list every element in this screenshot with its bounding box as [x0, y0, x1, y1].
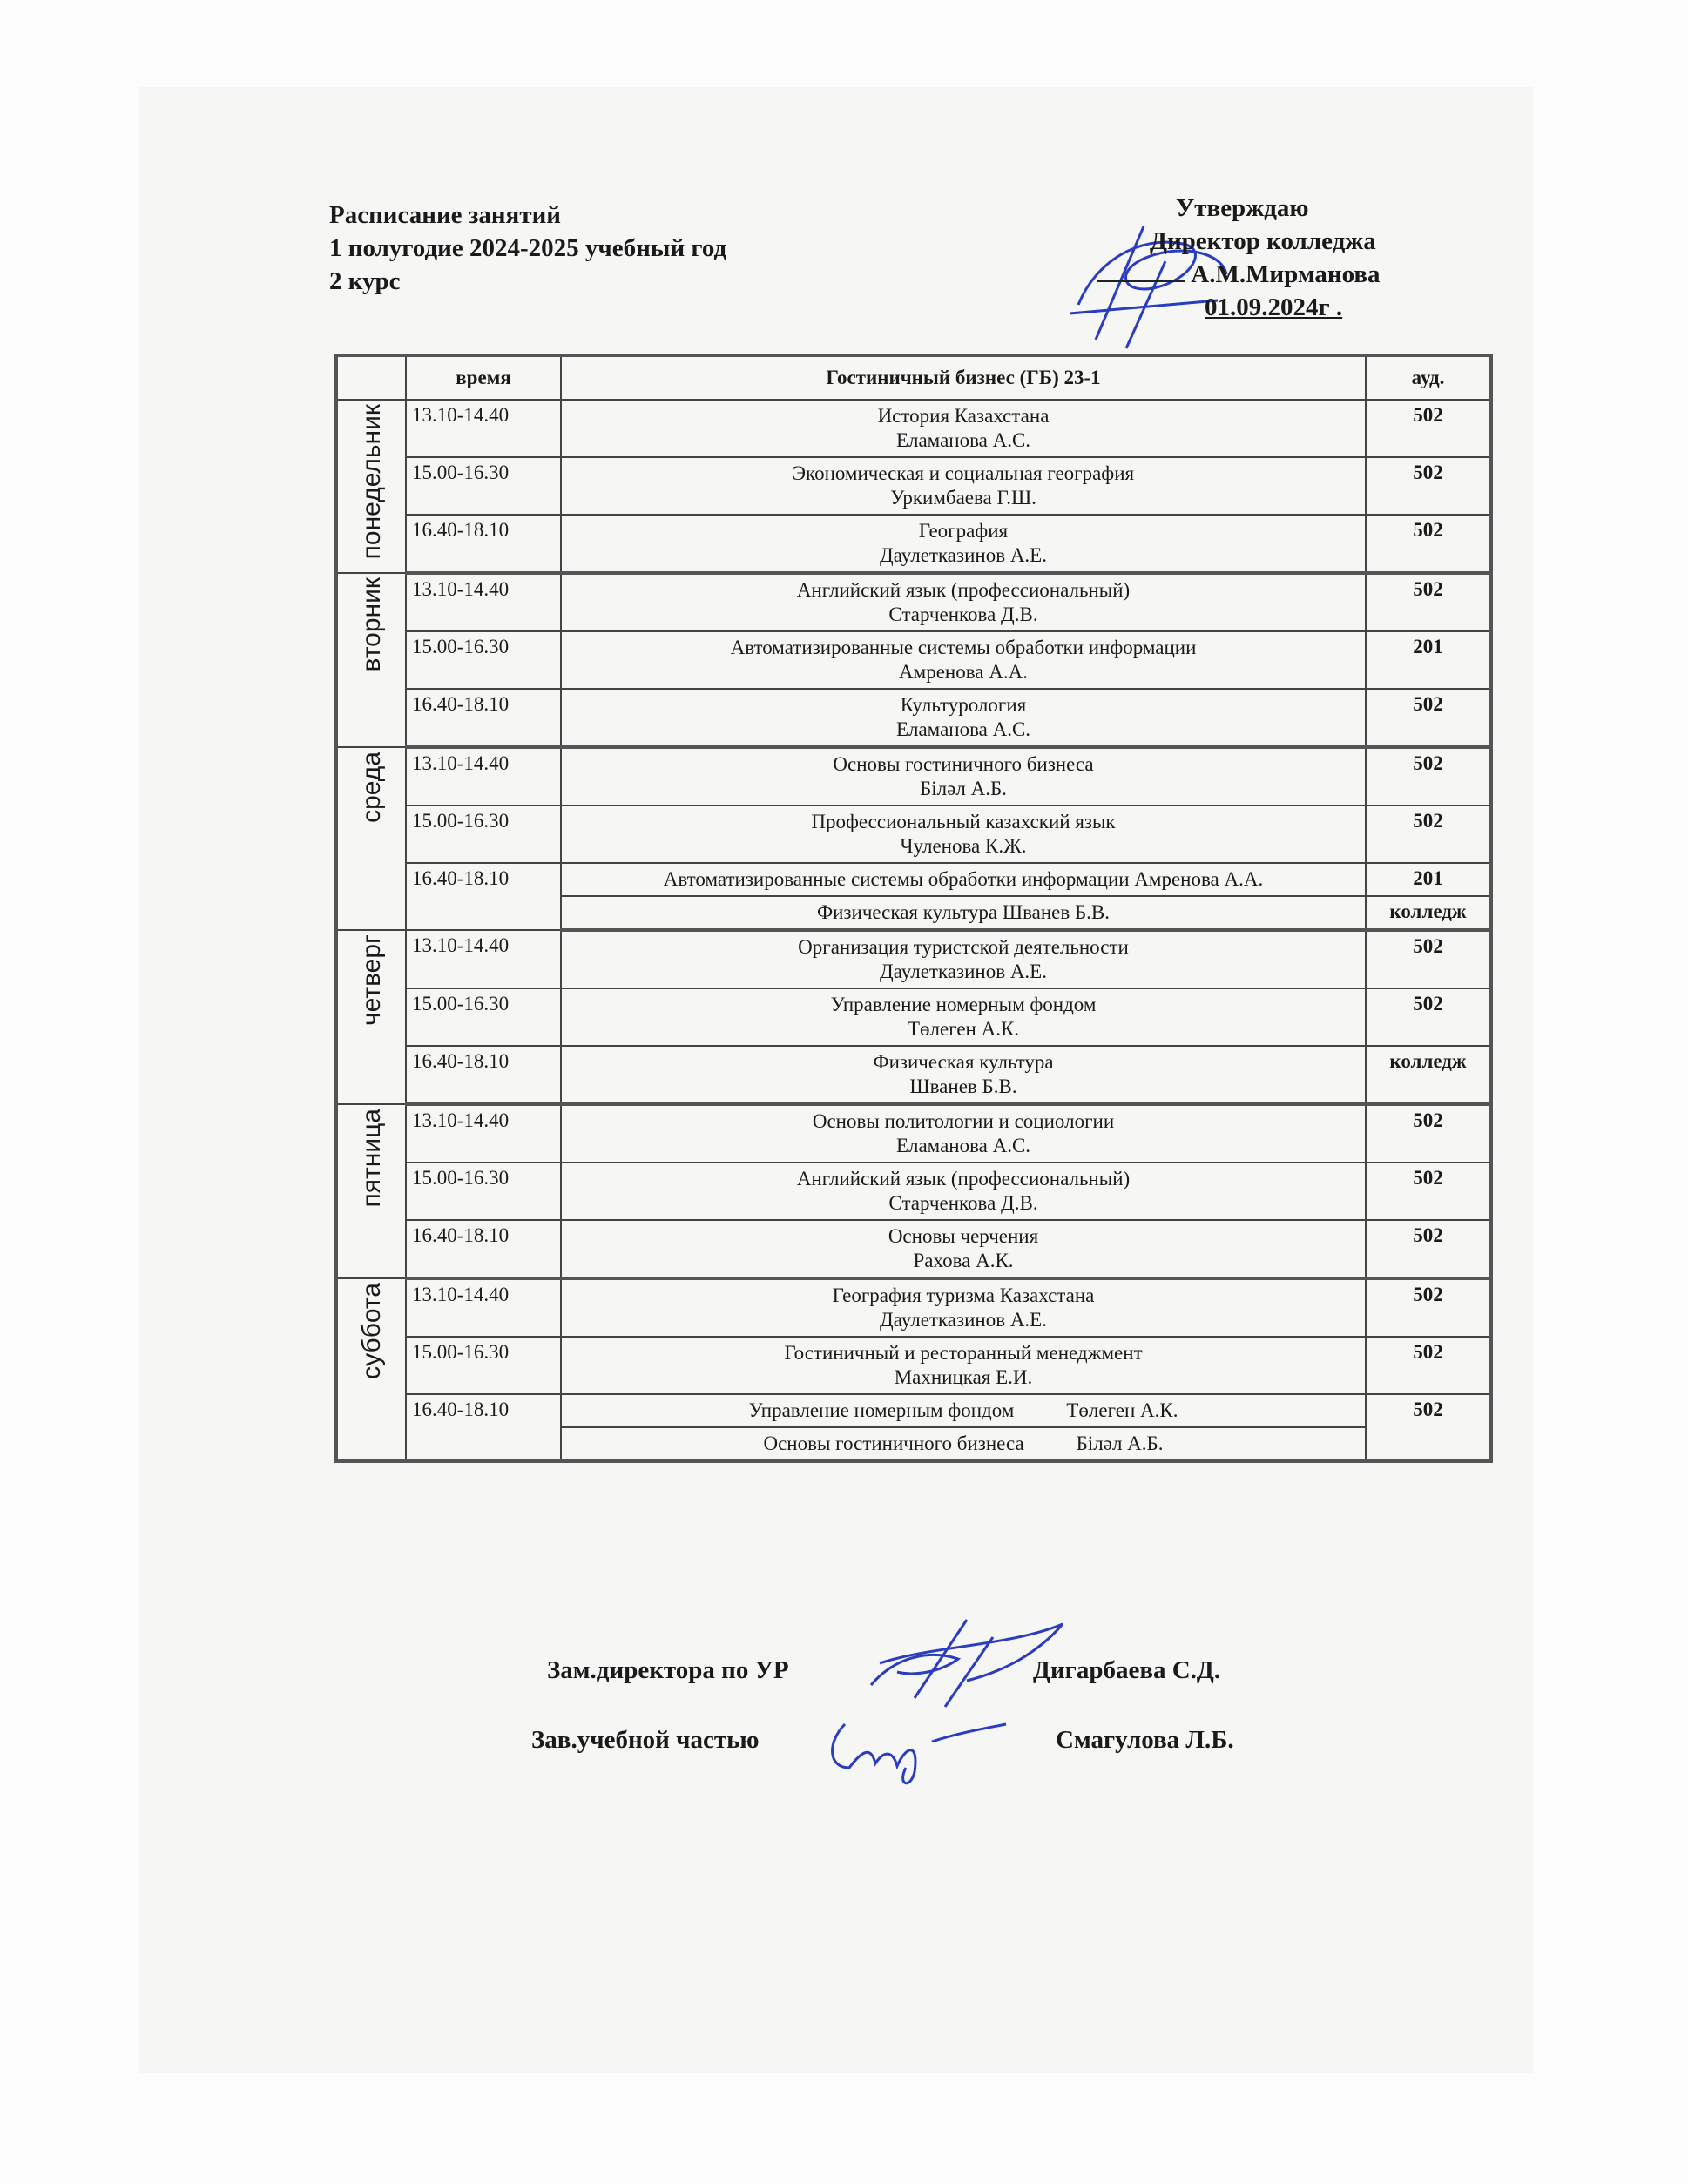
- teacher-name: Старченкова Д.В.: [888, 603, 1038, 625]
- time-cell: 13.10-14.40: [406, 930, 561, 988]
- day-cell: [336, 1104, 406, 1278]
- subject-name: География туризма Казахстана: [832, 1284, 1095, 1306]
- time-cell: 13.10-14.40: [406, 1278, 561, 1337]
- approval-title: Утверждаю: [1176, 194, 1309, 222]
- teacher-name: Даулетказинов А.Е.: [880, 544, 1047, 566]
- table-row: [336, 631, 1491, 689]
- day-label: четверг: [356, 934, 386, 1026]
- teacher-name: Уркимбаева Г.Ш.: [890, 487, 1036, 509]
- document-course: 2 курс: [329, 267, 401, 295]
- table-row: [336, 747, 1491, 806]
- subject-name: Физическая культура: [873, 1051, 1054, 1073]
- subject-cell: [561, 747, 1366, 806]
- approval-name: А.М.Мирманова: [1191, 260, 1381, 288]
- subject-cell: [561, 457, 1366, 515]
- subject-cell: [561, 1427, 1366, 1461]
- deputy-title: Зам.директора по УР: [547, 1656, 789, 1684]
- time-cell: 15.00-16.30: [406, 1163, 561, 1220]
- time-cell: 16.40-18.10: [406, 1046, 561, 1104]
- teacher-name: Еламанова А.С.: [895, 429, 1031, 451]
- subject-cell: [561, 631, 1366, 689]
- table-row: [336, 1163, 1491, 1220]
- header-room: ауд.: [1366, 355, 1491, 400]
- teacher-name: Махницкая Е.И.: [894, 1366, 1033, 1388]
- day-label: пятница: [356, 1109, 386, 1208]
- subject-cell: [561, 863, 1366, 896]
- table-row: [336, 400, 1491, 457]
- subject-cell: [561, 573, 1366, 631]
- day-cell: [336, 1278, 406, 1461]
- subject-name: Основы черчения: [888, 1225, 1039, 1247]
- time-cell: 16.40-18.10: [406, 515, 561, 573]
- room-cell: 502: [1366, 1337, 1491, 1394]
- subject-name: Физическая культура Шванев Б.В.: [816, 901, 1111, 923]
- subject-cell: [561, 1163, 1366, 1220]
- teacher-name: Еламанова А.С.: [895, 1135, 1031, 1156]
- teacher-name: Рахова А.К.: [913, 1250, 1014, 1271]
- subject-cell: [561, 806, 1366, 863]
- subject-cell: [561, 988, 1366, 1046]
- room-cell: 502: [1366, 1278, 1491, 1337]
- room-cell: 502: [1366, 988, 1491, 1046]
- room-cell: 502: [1366, 1104, 1491, 1163]
- subject-name: Культурология: [900, 694, 1027, 716]
- subject-name: Основы гостиничного бизнеса: [833, 753, 1094, 775]
- time-cell: 13.10-14.40: [406, 573, 561, 631]
- subject-cell: [561, 1278, 1366, 1337]
- header-time: время: [406, 355, 561, 400]
- time-cell: 13.10-14.40: [406, 400, 561, 457]
- day-label: суббота: [356, 1283, 386, 1379]
- time-cell: 15.00-16.30: [406, 631, 561, 689]
- time-cell: 16.40-18.10: [406, 1220, 561, 1278]
- time-cell: 13.10-14.40: [406, 747, 561, 806]
- subject-name: Профессиональный казахский язык: [811, 811, 1116, 832]
- deputy-name: Дигарбаева С.Д.: [1033, 1656, 1221, 1684]
- teacher-name: Даулетказинов А.Е.: [880, 961, 1047, 982]
- table-header-row: [336, 355, 1491, 400]
- schedule-table: [334, 354, 1493, 1463]
- teacher-name: Шванев Б.В.: [909, 1075, 1017, 1097]
- teacher-name: Старченкова Д.В.: [888, 1192, 1038, 1214]
- head-signature: [810, 1698, 1010, 1794]
- approval-date: 01.09.2024г .: [1205, 293, 1343, 321]
- time-cell: 13.10-14.40: [406, 1104, 561, 1163]
- table-row: [336, 573, 1491, 631]
- time-cell: 16.40-18.10: [406, 1394, 561, 1461]
- document-period: 1 полугодие 2024-2025 учебный год: [329, 234, 727, 262]
- table-row: [336, 1046, 1491, 1104]
- table-row: [336, 930, 1491, 988]
- day-cell: [336, 400, 406, 573]
- time-cell: 15.00-16.30: [406, 806, 561, 863]
- room-cell: 502: [1366, 515, 1491, 573]
- subject-cell: [561, 896, 1366, 930]
- room-cell: 502: [1366, 1220, 1491, 1278]
- teacher-name: Еламанова А.С.: [895, 718, 1031, 740]
- subject-cell: [561, 930, 1366, 988]
- subject-name: Автоматизированные системы обработки информации: [730, 637, 1197, 658]
- time-cell: 15.00-16.30: [406, 988, 561, 1046]
- teacher-name: Даулетказинов А.Е.: [880, 1309, 1047, 1331]
- room-cell: 502: [1366, 1394, 1491, 1461]
- header-day-cell: [336, 355, 406, 400]
- day-label: понедельник: [356, 404, 386, 560]
- teacher-name: Төлеген А.К.: [907, 1018, 1020, 1040]
- header-group: Гостиничный бизнес (ГБ) 23-1: [561, 355, 1366, 400]
- time-cell: 15.00-16.30: [406, 1337, 561, 1394]
- subject-cell: [561, 1046, 1366, 1104]
- day-label: вторник: [356, 577, 386, 672]
- subject-name: Английский язык (профессиональный): [796, 579, 1131, 601]
- subject-name: Основы политологии и социологии: [812, 1110, 1115, 1132]
- subject-name: Основы гостиничного бизнеса: [763, 1432, 1024, 1454]
- approval-position: Директор колледжа: [1150, 227, 1376, 255]
- day-label: среда: [356, 752, 386, 823]
- room-cell: колледж: [1366, 896, 1491, 930]
- room-cell: 502: [1366, 400, 1491, 457]
- time-cell: 16.40-18.10: [406, 689, 561, 747]
- table-row: [336, 806, 1491, 863]
- subject-name: Английский язык (профессиональный): [796, 1168, 1131, 1190]
- subject-name: Экономическая и социальная география: [792, 462, 1135, 484]
- room-cell: 502: [1366, 1163, 1491, 1220]
- table-row: [336, 689, 1491, 747]
- teacher-name: Төлеген А.К.: [1066, 1399, 1178, 1421]
- document-header: [329, 199, 726, 298]
- subject-cell: [561, 515, 1366, 573]
- signature-line: [1097, 260, 1185, 282]
- room-cell: 502: [1366, 747, 1491, 806]
- subject-cell: [561, 400, 1366, 457]
- subject-name: Автоматизированные системы обработки информации Амренова А.А.: [663, 868, 1264, 890]
- head-name: Смагулова Л.Б.: [1056, 1726, 1234, 1754]
- room-cell: колледж: [1366, 1046, 1491, 1104]
- room-cell: 201: [1366, 863, 1491, 896]
- subject-name: География: [918, 520, 1009, 542]
- day-cell: [336, 747, 406, 930]
- approval-name-row: [1071, 258, 1381, 291]
- room-cell: 502: [1366, 806, 1491, 863]
- subject-cell: [561, 1104, 1366, 1163]
- subject-name: Организация туристской деятельности: [798, 936, 1129, 958]
- day-cell: [336, 573, 406, 747]
- approval-block: [1071, 192, 1381, 324]
- table-row: [336, 515, 1491, 573]
- time-cell: 15.00-16.30: [406, 457, 561, 515]
- room-cell: 502: [1366, 930, 1491, 988]
- table-row: [336, 1337, 1491, 1394]
- subject-name: Гостиничный и ресторанный менеджмент: [784, 1342, 1143, 1364]
- document-title: Расписание занятий: [329, 201, 561, 229]
- table-row: [336, 863, 1491, 896]
- subject-name: История Казахстана: [877, 405, 1050, 427]
- day-cell: [336, 930, 406, 1104]
- room-cell: 502: [1366, 573, 1491, 631]
- room-cell: 502: [1366, 457, 1491, 515]
- table-row: [336, 457, 1491, 515]
- teacher-name: Біләл А.Б.: [1076, 1432, 1164, 1454]
- table-row: [336, 1220, 1491, 1278]
- table-row: [336, 1278, 1491, 1337]
- table-row: [336, 1394, 1491, 1427]
- subject-cell: [561, 1337, 1366, 1394]
- head-title: Зав.учебной частью: [531, 1726, 760, 1754]
- teacher-name: Чуленова К.Ж.: [900, 835, 1027, 857]
- subject-name: Управление номерным фондом: [830, 994, 1097, 1015]
- table-row: [336, 988, 1491, 1046]
- teacher-name: Амренова А.А.: [899, 661, 1028, 683]
- subject-cell: [561, 1220, 1366, 1278]
- table-row: [336, 1104, 1491, 1163]
- teacher-name: Біләл А.Б.: [920, 778, 1007, 799]
- subject-cell: [561, 1394, 1366, 1427]
- subject-cell: [561, 689, 1366, 747]
- room-cell: 502: [1366, 689, 1491, 747]
- time-cell: 16.40-18.10: [406, 863, 561, 930]
- subject-name: Управление номерным фондом: [748, 1399, 1015, 1421]
- room-cell: 201: [1366, 631, 1491, 689]
